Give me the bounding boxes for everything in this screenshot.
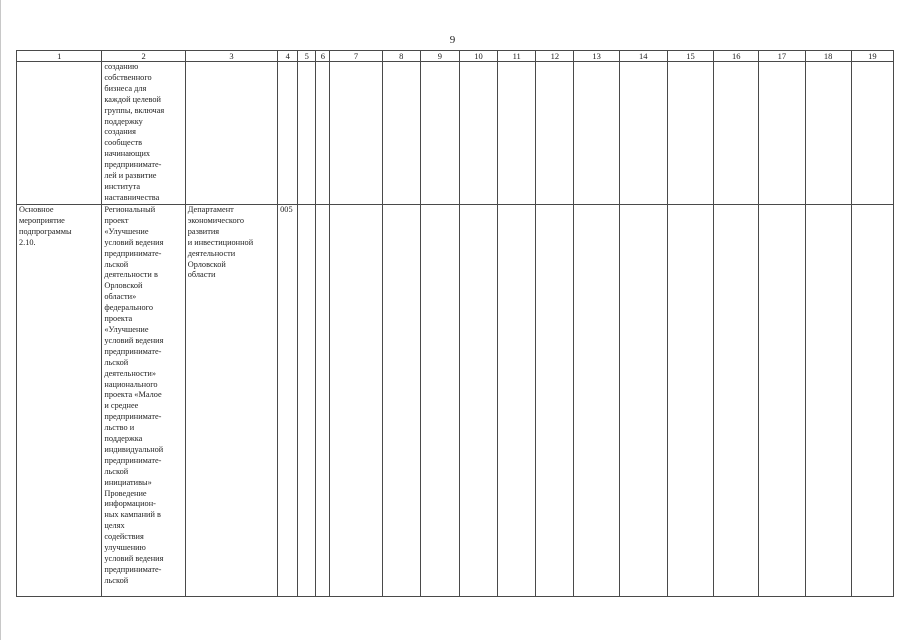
column-number: 1 (17, 51, 102, 62)
table-cell (278, 62, 298, 205)
column-number: 3 (185, 51, 277, 62)
table-cell (185, 62, 277, 205)
table-cell (185, 205, 277, 597)
table-cell (619, 205, 667, 597)
table-cell (574, 205, 619, 597)
table-cell (17, 205, 102, 597)
table-cell (382, 205, 420, 597)
event-name-text: Основное мероприятие подпрограммы 2.10. (19, 205, 72, 247)
page-number: 9 (449, 34, 456, 46)
column-number: 17 (759, 51, 805, 62)
table-cell (619, 62, 667, 205)
table-cell (759, 205, 805, 597)
scan-edge-line (0, 0, 1, 640)
column-number: 5 (298, 51, 316, 62)
column-number: 19 (851, 51, 893, 62)
table-row (17, 205, 894, 597)
column-number: 15 (667, 51, 713, 62)
table-cell (714, 62, 759, 205)
table-cell (498, 205, 536, 597)
table-cell (759, 62, 805, 205)
column-number: 2 (102, 51, 185, 62)
table-cell (498, 62, 536, 205)
column-number: 6 (316, 51, 330, 62)
responsible-executor-text: Департамент экономического развития и инвестиционной деятельности Орловской области (187, 205, 254, 280)
table-cell (805, 62, 851, 205)
table-cell (714, 205, 759, 597)
table-cell (102, 62, 185, 205)
table-cell (298, 62, 316, 205)
table-row (17, 62, 894, 205)
table-cell (459, 205, 497, 597)
table-cell (459, 62, 497, 205)
program-table (16, 50, 894, 597)
column-number: 4 (278, 51, 298, 62)
table-cell (330, 205, 382, 597)
table-cell (805, 205, 851, 597)
column-number: 16 (714, 51, 759, 62)
table-cell (851, 62, 893, 205)
table-cell (851, 205, 893, 597)
table-cell (574, 62, 619, 205)
column-number: 7 (330, 51, 382, 62)
table-cell (316, 62, 330, 205)
project-description-text: созданию собственного бизнеса для каждой целевой группы, включая поддержку создания сообществ начинающих предпринимате- лей и развитие института наставничества (104, 62, 165, 202)
code-text: 005 (280, 205, 293, 214)
table-cell (278, 205, 298, 597)
column-number: 11 (498, 51, 536, 62)
column-number: 18 (805, 51, 851, 62)
column-number: 14 (619, 51, 667, 62)
table-cell (536, 62, 574, 205)
table-cell (330, 62, 382, 205)
table-cell (667, 62, 713, 205)
table-cell (667, 205, 713, 597)
column-number: 12 (536, 51, 574, 62)
column-number: 9 (420, 51, 459, 62)
column-number-row (17, 51, 894, 62)
table-cell (298, 205, 316, 597)
table-cell (382, 62, 420, 205)
table-cell (420, 205, 459, 597)
column-number: 8 (382, 51, 420, 62)
project-description-text: Региональный проект «Улучшение условий ведения предпринимате- льской деятельности в Орловской области» федерального проекта «Улучшение условий ведения предпринимате- льской деятельности» национального проекта «Малое и среднее предпринимате- льство и поддержка индивидуальной предпринимате- льской инициативы» Проведение информацион- ных кампаний в целях содействия улучшению условий ведения предпринимате- льской (104, 205, 164, 585)
table-cell (17, 62, 102, 205)
column-number: 10 (459, 51, 497, 62)
column-number: 13 (574, 51, 619, 62)
table-cell (102, 205, 185, 597)
table-cell (420, 62, 459, 205)
table-cell (536, 205, 574, 597)
table-cell (316, 205, 330, 597)
